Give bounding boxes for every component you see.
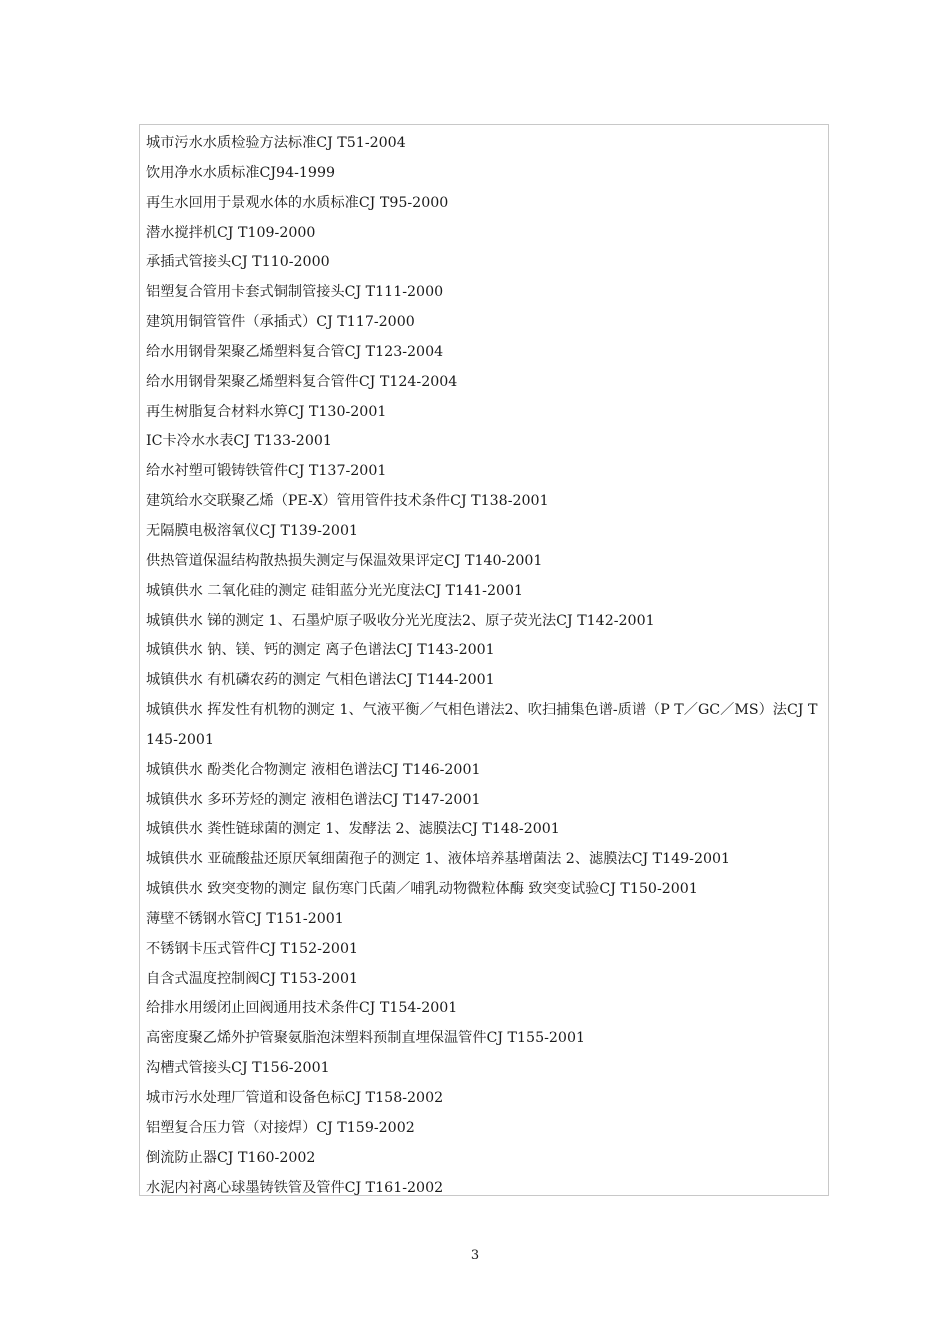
list-item: 薄壁不锈钢水管CJ T151-2001 <box>146 910 344 927</box>
list-item: 城镇供水 酚类化合物测定 液相色谱法CJ T146-2001 <box>146 761 481 778</box>
list-item: IC卡冷水水表CJ T133-2001 <box>146 433 332 450</box>
list-item: 承插式管接头CJ T110-2000 <box>146 254 330 271</box>
list-item: 城市污水处理厂管道和设备色标CJ T158-2002 <box>146 1090 444 1106</box>
list-item: 高密度聚乙烯外护管聚氨脂泡沫塑料预制直埋保温管件CJ T155-2001 <box>146 1030 585 1047</box>
list-item: 潜水搅拌机CJ T109-2000 <box>146 224 316 241</box>
list-item: 无隔膜电极溶氧仪CJ T139-2001 <box>146 522 358 539</box>
list-item: 城市污水水质检验方法标准CJ T51-2004 <box>146 135 406 151</box>
list-item: 城镇供水 粪性链球菌的测定 1、发酵法 2、滤膜法CJ T148-2001 <box>146 821 560 838</box>
list-item: 自含式温度控制阀CJ T153-2001 <box>146 970 358 987</box>
list-item: 沟槽式管接头CJ T156-2001 <box>146 1060 330 1077</box>
list-item: 给水用钢骨架聚乙烯塑料复合管CJ T123-2004 <box>146 343 444 360</box>
standards-table-cell <box>139 124 829 1196</box>
list-item: 建筑给水交联聚乙烯（PE-X）管用管件技术条件CJ T138-2001 <box>146 493 549 510</box>
list-item: 城镇供水 有机磷农药的测定 气相色谱法CJ T144-2001 <box>146 672 495 689</box>
list-item: 城镇供水 多环芳烃的测定 液相色谱法CJ T147-2001 <box>146 791 481 808</box>
standards-list <box>146 129 822 1196</box>
list-item: 建筑用铜管管件（承插式）CJ T117-2000 <box>146 314 415 331</box>
list-item: 供热管道保温结构散热损失测定与保温效果评定CJ T140-2001 <box>146 552 543 569</box>
list-item: 给水衬塑可锻铸铁管件CJ T137-2001 <box>146 463 387 480</box>
list-item: 给排水用缓闭止回阀通用技术条件CJ T154-2001 <box>146 1000 458 1017</box>
list-item: 给水用钢骨架聚乙烯塑料复合管件CJ T124-2004 <box>146 373 458 390</box>
list-item: 倒流防止器CJ T160-2002 <box>146 1149 316 1166</box>
list-item: 饮用净水水质标准CJ94-1999 <box>146 164 335 181</box>
list-item: 城镇供水 钠、镁、钙的测定 离子色谱法CJ T143-2001 <box>146 642 495 659</box>
list-item: 铝塑复合管用卡套式铜制管接头CJ T111-2000 <box>146 284 444 301</box>
list-item: 再生树脂复合材料水箅CJ T130-2001 <box>146 403 387 420</box>
list-item: 再生水回用于景观水体的水质标准CJ T95-2000 <box>146 194 449 211</box>
list-item: 铝塑复合压力管（对接焊）CJ T159-2002 <box>146 1119 415 1136</box>
list-item: 水泥内衬离心球墨铸铁管及管件CJ T161-2002 <box>146 1179 444 1196</box>
list-item: 城镇供水 挥发性有机物的测定 1、气液平衡／气相色谱法2、吹扫捕集色谱-质谱（P T／GC／MS）法CJ T145-2001 <box>146 702 818 748</box>
page-number: 3 <box>470 1248 480 1263</box>
list-item: 城镇供水 锑的测定 1、石墨炉原子吸收分光光度法2、原子荧光法CJ T142-2001 <box>146 612 655 629</box>
list-item: 城镇供水 致突变物的测定 鼠伤寒门氏菌／哺乳动物微粒体酶 致突变试验CJ T150-2001 <box>146 881 698 898</box>
list-item: 城镇供水 亚硫酸盐还原厌氧细菌孢子的测定 1、液体培养基增菌法 2、滤膜法CJ T149-2001 <box>146 851 731 868</box>
list-item: 城镇供水 二氧化硅的测定 硅钼蓝分光光度法CJ T141-2001 <box>146 582 524 599</box>
list-item: 不锈钢卡压式管件CJ T152-2001 <box>146 940 358 957</box>
